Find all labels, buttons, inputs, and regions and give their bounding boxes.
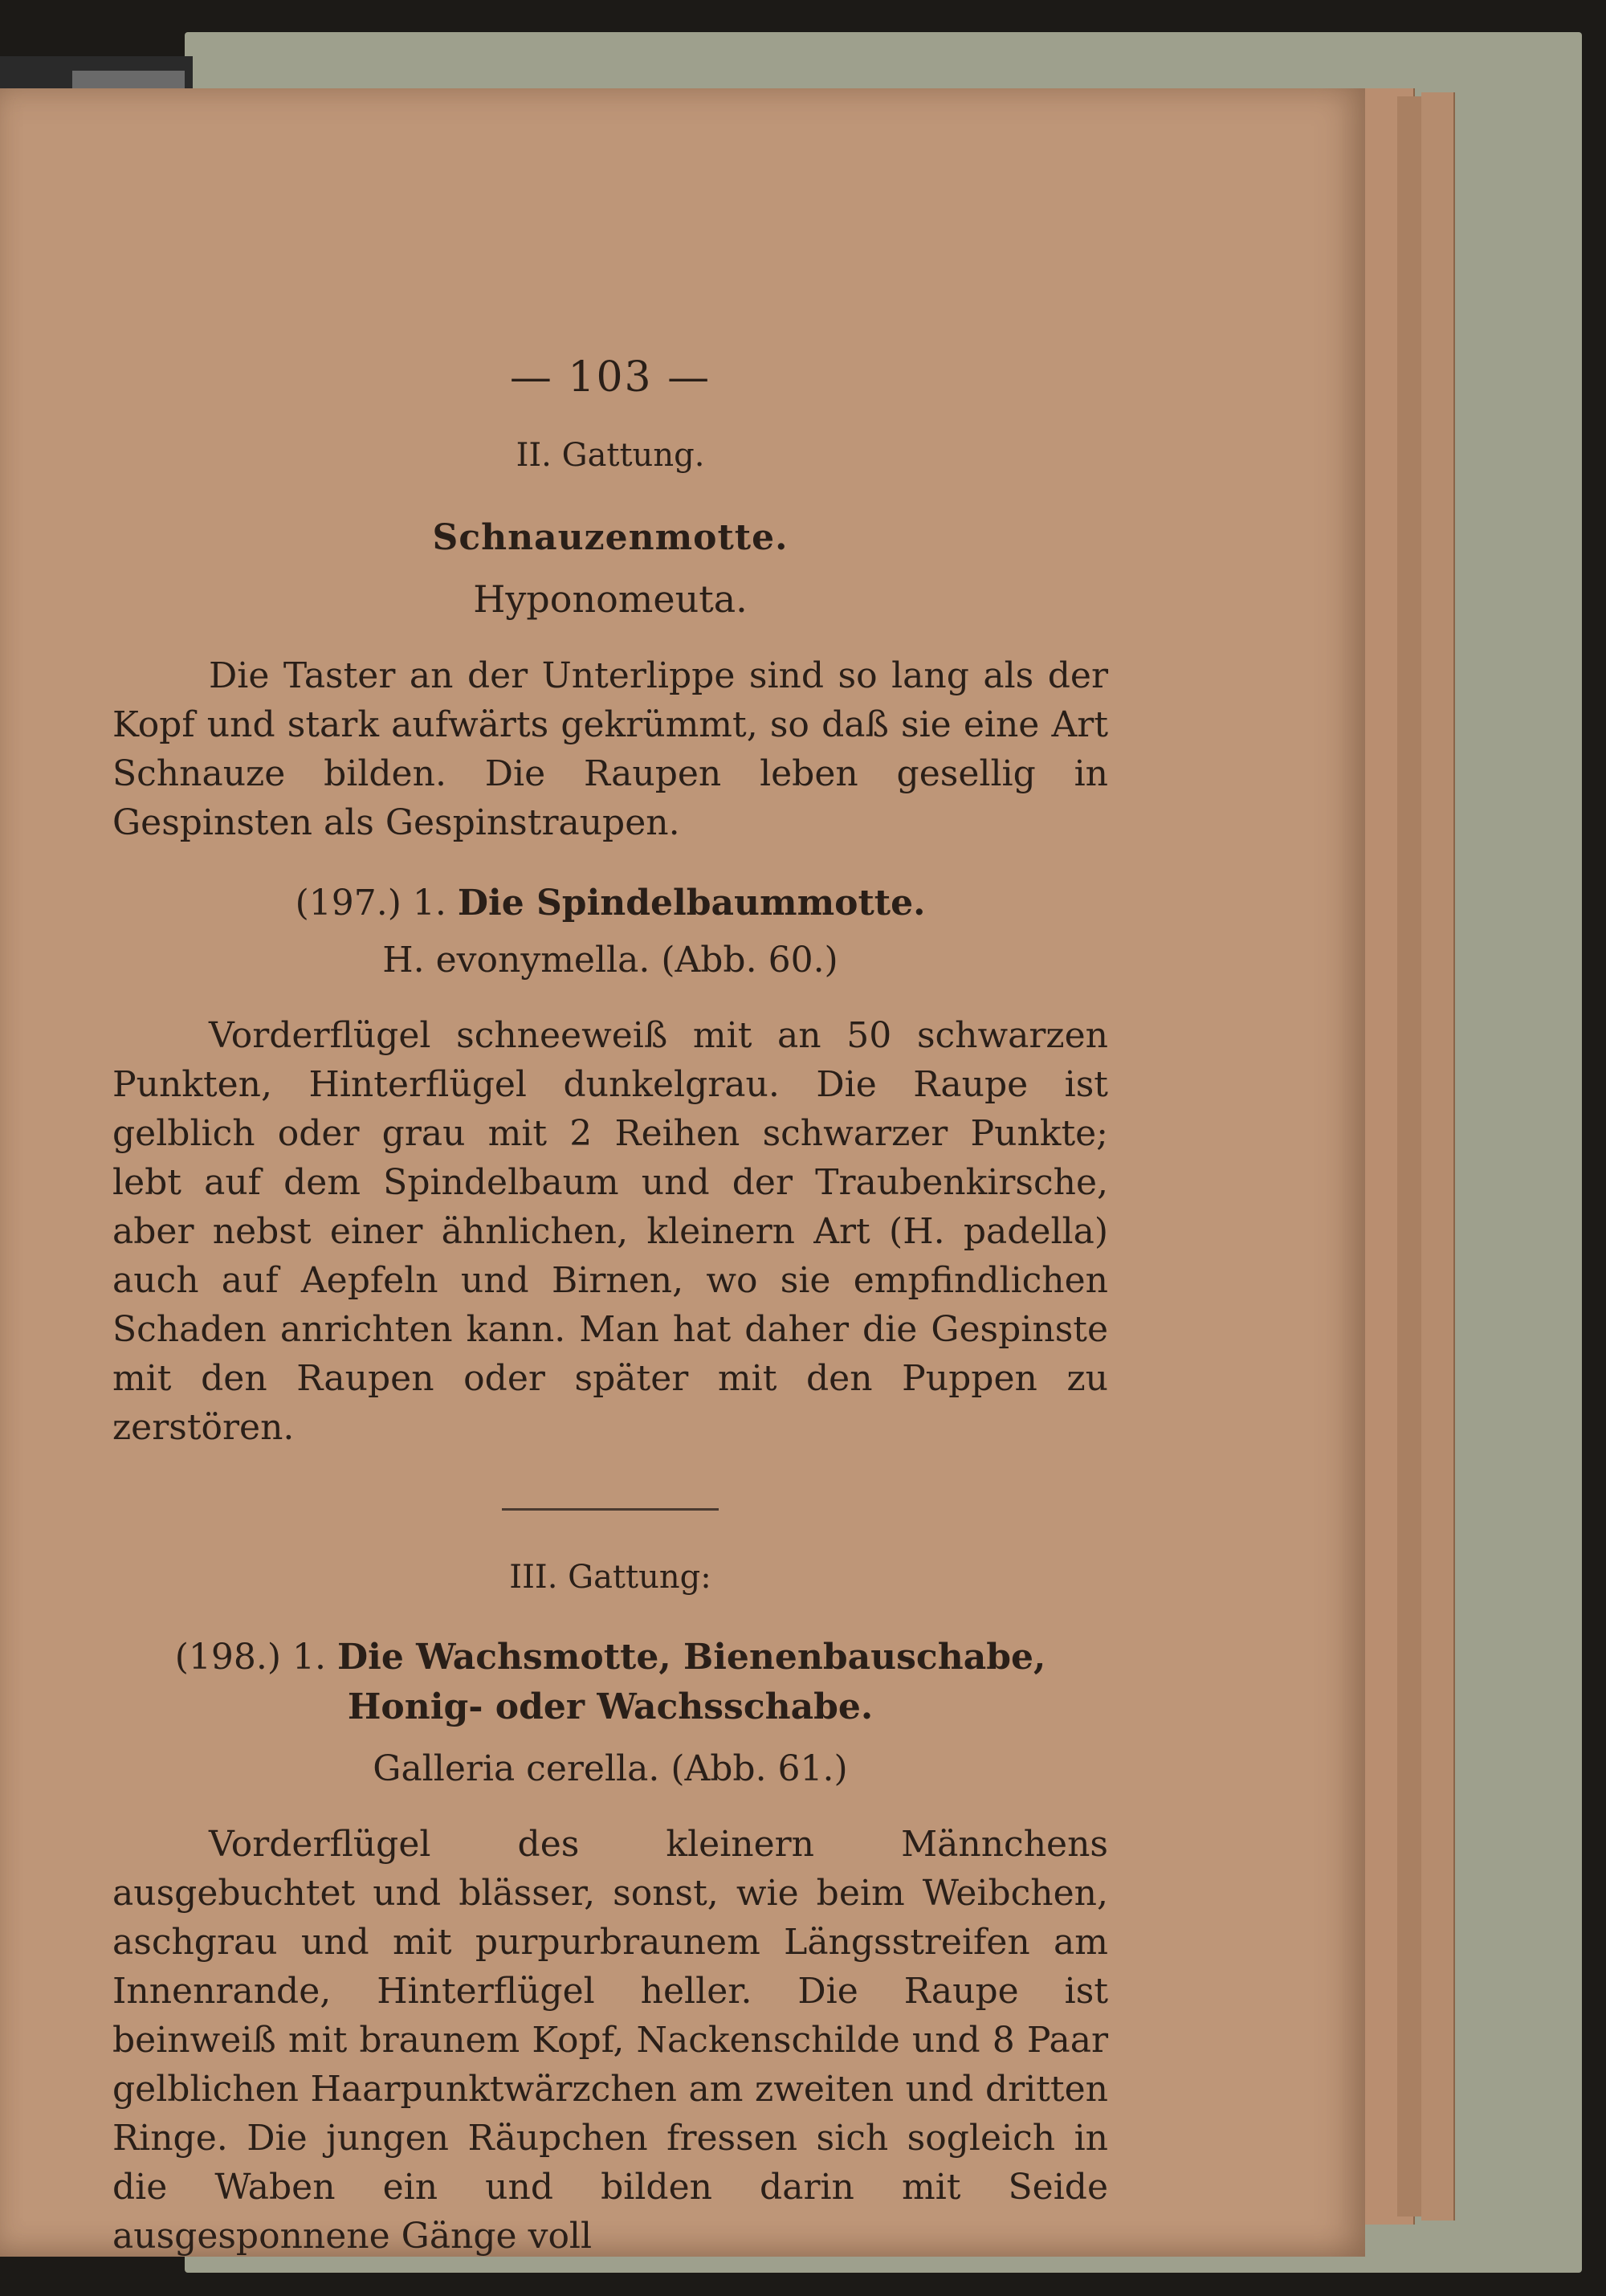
species-latin-name: H. evonymella. (382, 940, 650, 981)
species-german-name: Die Spindelbaummotte. (457, 883, 926, 924)
section-divider (502, 1508, 719, 1511)
genus-heading: II. Gattung. (516, 437, 705, 474)
genus-german-name: Schnauzenmotte. (432, 517, 789, 558)
page-number: — 103 — (509, 353, 711, 402)
species-latin-name: Galleria cerella. (373, 1748, 660, 1789)
species-heading (112, 883, 1108, 924)
species-number: (198.) 1. (174, 1637, 326, 1678)
genus-description: Die Taster an der Unterlippe sind so lang als der Kopf und stark aufwärts gekrümmt, so daß sie eine Art Schnauze bilden. Die Raupen leben gesellig in Gespinsten als Gespinstraupen. (112, 655, 1108, 843)
species-description: Vorderflügel schneeweiß mit an 50 schwarzen Punkten, Hinterflügel dunkelgrau. Die Raupe ist gelblich oder grau mit 2 Reihen schwarzer Punkte; lebt auf dem Spindelbaum und der Traubenkirsche, aber nebst einer ähnlichen, kleinern Art (H. padella) auch auf Aepfeln und Birnen, wo sie empfindlichen Schaden anrichten kann. Man hat daher die Gespinste mit den Raupen oder später mit den Puppen zu zerstören. (112, 1015, 1108, 1448)
species-german-name: Die Wachsmotte, Bienenbauschabe, Honig- oder Wachsschabe. (336, 1637, 1046, 1727)
species-latin-line (112, 940, 1108, 981)
genus-heading: III. Gattung: (509, 1559, 711, 1596)
book-page (0, 88, 1365, 2257)
species-heading (112, 1633, 1108, 1732)
species-latin-line (112, 1748, 1108, 1789)
page-content (112, 273, 1108, 2296)
species-description: Vorderflügel des kleinern Männchens ausgebuchtet und blässer, sonst, wie beim Weibchen, aschgrau und mit purpurbraunem Längsstreifen am Innenrande, Hinterflügel heller. Die Raupe ist beinweiß mit braunem Kopf, Nackenschilde und 8 Paar gelblichen Haarpunktwärzchen am zweiten und dritten Ringe. Die jungen Räupchen fressen sich sogleich in die Waben ein und bilden darin mit Seide ausgesponnene Gänge voll (112, 1824, 1108, 2257)
figure-reference: (Abb. 61.) (671, 1748, 848, 1789)
page-stack-edge (1421, 92, 1455, 2221)
figure-reference: (Abb. 60.) (661, 940, 838, 981)
species-number: (197.) 1. (295, 883, 446, 924)
genus-latin-name: Hyponomeuta. (473, 577, 748, 621)
